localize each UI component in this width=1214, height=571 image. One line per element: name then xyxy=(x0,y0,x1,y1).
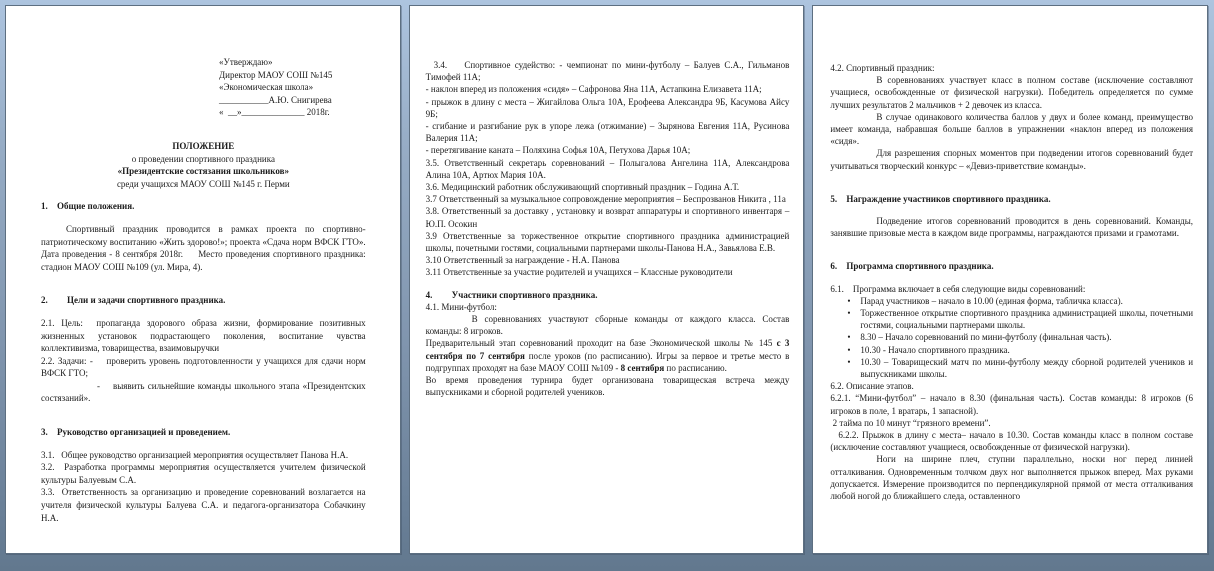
heading-text: Участники спортивного праздника. xyxy=(451,289,598,300)
paragraph: 3.11 Ответственные за участие родителей и учащихся – Классные руководители xyxy=(425,267,733,278)
title-line: о проведении спортивного праздника xyxy=(131,153,275,164)
paragraph: 6.2. Описание этапов. xyxy=(830,381,914,392)
bullet-text: 10.30 - Начало спортивного праздника. xyxy=(860,344,1010,355)
title-line: ПОЛОЖЕНИЕ xyxy=(172,140,235,151)
approval-line: ___________А.Ю. Снигирева xyxy=(219,94,332,105)
bullet-item xyxy=(830,331,1193,343)
page-1-content xyxy=(6,6,400,553)
approval-line: « __»______________ 2018г. xyxy=(219,107,330,118)
paragraph: - перетягивание каната – Поляхина Софья 10А, Петухова Дарья 10А; xyxy=(425,145,691,156)
paragraph: 6.2.2. Прыжок в длину с места– начало в 10.30. Состав команды класс в полном составе (исключение составляют учащиеся, освобожденные от физической нагрузки). xyxy=(830,430,1194,453)
title-line: среди учащихся МАОУ СОШ №145 г. Перми xyxy=(116,178,290,189)
paragraph: 3.5. Ответственный секретарь соревнований – Полыгалова Ангелина 11А, Александрова Алина 10А, Артюх Мария 10А. xyxy=(425,157,790,180)
heading-text: Руководство организацией и проведением. xyxy=(57,427,231,438)
heading-text: Цели и задачи спортивного праздника. xyxy=(67,295,226,306)
paragraph: 4.1. Мини-футбол: xyxy=(425,301,497,312)
page-2-content xyxy=(410,6,804,553)
title-line: «Президентские состязания школьников» xyxy=(117,166,290,177)
paragraph: - прыжок в длину с места – Жигайлова Ольга 10А, Ерофеева Александра 9Б, Касумова Айсу 9Б; xyxy=(425,96,790,119)
approval-block xyxy=(219,56,366,119)
section-heading xyxy=(41,200,366,213)
text-segment: по расписанию. xyxy=(664,362,727,373)
section-heading xyxy=(830,193,1193,205)
text-segment: Предварительный этап соревнований проходит на базе Экономической школы № 145 xyxy=(425,338,777,349)
paragraph: 6.1. Программа включает в себя следующие виды соревнований: xyxy=(830,283,1086,294)
paragraph: 3.7 Ответственный за музыкальное сопровождение мероприятия – Беспрозванов Никита , 11а xyxy=(425,194,786,205)
page-3-content xyxy=(813,6,1207,553)
paragraph: - наклон вперед из положения «сидя» – Сафронова Яна 11А, Астапкина Елизавета 11А; xyxy=(425,84,762,95)
bullet-item xyxy=(830,307,1193,331)
bullet-text: 10.30 – Товарищеский матч по мини-футболу между сборной родителей учеников и выпускниками школы. xyxy=(860,356,1194,380)
bullet-icon: • xyxy=(847,356,851,367)
bullet-icon: • xyxy=(847,295,851,306)
bullet-item xyxy=(830,356,1193,380)
paragraph: Для разрешения спорных моментов при подведении итогов соревнований будет учитываться творческий конкурс – «Девиз-приветствие команды». xyxy=(830,148,1194,171)
paragraph xyxy=(426,337,790,374)
heading-number: 2. xyxy=(41,295,48,306)
page-1[interactable] xyxy=(5,5,401,554)
bullet-item xyxy=(830,344,1193,356)
heading-number: 1. xyxy=(41,201,48,212)
paragraph: - выявить сильнейшие команды школьного этапа «Президентских состязаний». xyxy=(41,380,366,404)
heading-number: 6. xyxy=(830,261,838,272)
paragraph: 2.1. Цель: пропаганда здорового образа жизни, формирование позитивных жизненных установок подрастающего поколения, воспитание чувства коллективизма, товарищества, взаимовыручки xyxy=(41,317,366,354)
paragraph: 2.2. Задачи: - проверить уровень подготовленности у учащихся для сдачи норм ВФСК ГТО; xyxy=(41,355,366,379)
section-heading xyxy=(830,260,1193,272)
bullet-item xyxy=(830,295,1193,307)
section-heading xyxy=(41,426,366,439)
bold-text-segment: с 3 сентября по 7 сентября xyxy=(425,338,790,361)
bold-text-segment: 8 сентября xyxy=(620,362,665,373)
paragraph: 3.4. Спортивное судейство: - чемпионат по мини-футболу – Балуев С.А., Гильманов Тимофей 11А; xyxy=(425,60,790,83)
bullet-text: 8.30 – Начало соревнований по мини-футболу (финальная часть). xyxy=(860,332,1112,343)
heading-number: 3. xyxy=(41,427,48,438)
paragraph: В соревнованиях участвует класс в полном составе (исключение составляют учащиеся, освобожденные от физической нагрузки). Победитель определяется по сумме лучших результатов 2 мальчиков + 2 девочек из класса. xyxy=(830,75,1194,110)
paragraph: В соревнованиях участвуют сборные команды от каждого класса. Состав команды: 8 игроков. xyxy=(425,314,790,337)
heading-text: Награждение участников спортивного праздника. xyxy=(846,193,1051,204)
page-2[interactable] xyxy=(409,5,805,554)
paragraph: 3.3. Ответственность за организацию и проведение соревнований возлагается на учителя физической культуры Балуева С.А. и педагога-организатора Собачкину Н.А. xyxy=(41,487,366,523)
bullet-text: Парад участников – начало в 10.00 (единая форма, табличка класса). xyxy=(860,295,1123,306)
bullet-icon: • xyxy=(847,332,851,343)
paragraph: 3.10 Ответственный за награждение - Н.А. Панова xyxy=(425,255,620,266)
approval-line: «Экономическая школа» xyxy=(219,82,314,93)
bullet-text: Торжественное открытие спортивного праздника администрацией школы, почетными гостями, социальными партнерами школы. xyxy=(860,308,1194,331)
document-title-block xyxy=(41,140,366,190)
paragraph: 3.1. Общее руководство организацией мероприятия осуществляет Панова Н.А. xyxy=(41,449,349,460)
paragraph: 3.2. Разработка программы мероприятия осуществляется учителем физической культуры Балуевым С.А. xyxy=(41,462,366,485)
paragraph: 4.2. Спортивный праздник: xyxy=(830,63,935,73)
section-heading xyxy=(426,289,790,301)
paragraph: 3.6. Медицинский работник обслуживающий спортивный праздник – Година А.Т. xyxy=(425,182,740,193)
heading-text: Общие положения. xyxy=(57,201,135,212)
paragraph: В случае одинакового количества баллов у двух и более команд, преимущество имеет команда, набравшая больше баллов в упражнении «наклон вперед из положения «сидя». xyxy=(830,111,1194,147)
paragraph: 2 тайма по 10 минут “грязного времени”. xyxy=(830,417,991,428)
paragraph: Во время проведения турнира будет организована товарищеская встреча между выпускниками и сборной родителей учеников. xyxy=(425,375,790,398)
page-3[interactable] xyxy=(812,5,1208,554)
paragraph: Подведение итогов соревнований проводится в день соревнований. Команды, занявшие призовые места в каждом виде программы, награждаются призами и грамотами. xyxy=(830,216,1194,239)
bullet-icon: • xyxy=(847,344,851,355)
approval-line: Директор МАОУ СОШ №145 xyxy=(219,69,333,80)
heading-number: 4. xyxy=(425,289,433,300)
paragraph: Ноги на ширине плеч, ступни параллельно, носки ног перед линией отталкивания. Одновременным толчком двух ног выполняется прыжок вперед. Мах руками допускается. Измерение производится по перпендикулярной прямой от места отталкивания любой ногой до ближайшего следа, оставленного xyxy=(830,454,1194,502)
approval-line: «Утверждаю» xyxy=(219,57,273,67)
heading-text: Программа спортивного праздника. xyxy=(846,261,994,272)
paragraph: Спортивный праздник проводится в рамках проекта по спортивно-патриотическому воспитанию «Жить здорово!»; проекта «Сдача норм ВФСК ГТО». Дата проведения - 8 сентября 2018г. Место проведения спортивного праздника: стадион МАОУ СОШ №109 (ул. Мира, 4). xyxy=(41,223,366,272)
bullet-icon: • xyxy=(847,308,851,319)
paragraph: - сгибание и разгибание рук в упоре лежа (отжимание) – Зырянова Евгения 11А, Русинова Валерия 11А; xyxy=(425,121,790,144)
text-segment: после уроков (по расписанию). Игры за первое и третье место в подгруппах проходят на базе МАОУ СОШ №109 - xyxy=(425,350,790,373)
paragraph: 3.9 Ответственные за торжественное открытие спортивного праздника администрацией школы, почетными гостями, социальными партнерами школы-Панова Н.А., Завьялова Е.В. xyxy=(425,230,790,254)
paragraph: 6.2.1. “Мини-футбол” – начало в 8.30 (финальная часть). Состав команды: 8 игроков (6 игроков в поле, 1 вратарь, 1 запасной). xyxy=(830,393,1194,416)
paragraph: 3.8. Ответственный за доставку , установку и возврат аппаратуры и спортивного инвентаря – Ю.П. Осокин xyxy=(425,206,790,229)
section-heading xyxy=(41,294,366,307)
heading-number: 5. xyxy=(830,193,838,204)
